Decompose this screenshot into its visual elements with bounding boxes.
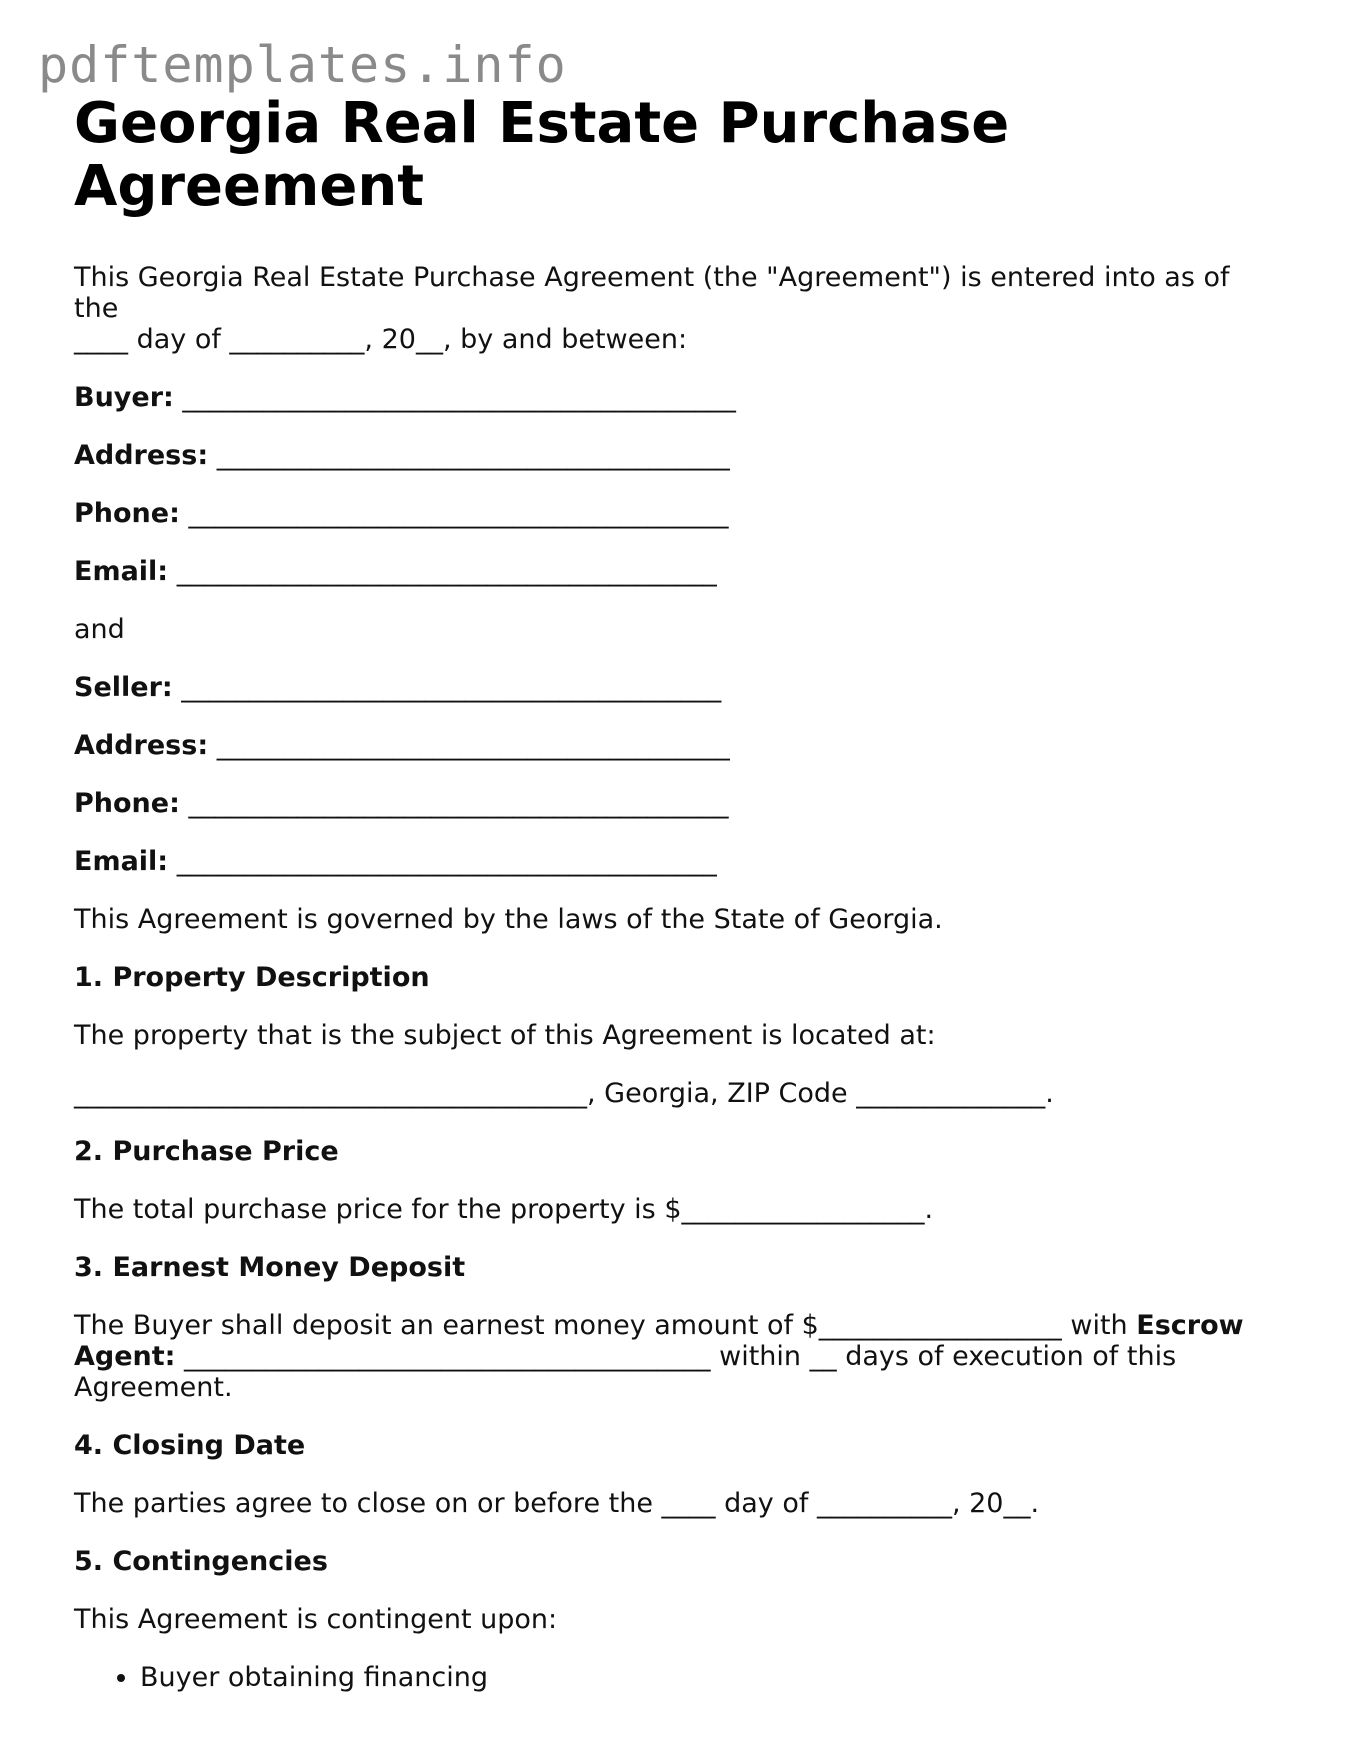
buyer-email-blank: ________________________________________: [168, 556, 717, 587]
section-3-text: [74, 1310, 1274, 1403]
seller-email-row: [74, 846, 1274, 877]
section-2-heading: 2. Purchase Price: [74, 1136, 339, 1167]
buyer-phone-label: Phone:: [74, 498, 180, 529]
buyer-email-label: Email:: [74, 556, 169, 587]
buyer-address-label: Address:: [74, 440, 209, 471]
seller-phone-label: Phone:: [74, 788, 180, 819]
section-5-text: This Agreement is contingent upon:: [74, 1604, 558, 1635]
section-3-text-part-1: The Buyer shall deposit an earnest money amount of $__________________ with: [74, 1310, 1137, 1341]
escrow-agent-label: Escrow Agent:: [74, 1310, 1253, 1372]
buyer-address-row: [74, 440, 1274, 471]
section-3-text-part-2: _______________________________________ within __ days of execution of this Agreement.: [74, 1341, 1185, 1403]
section-1-heading: 1. Property Description: [74, 962, 430, 993]
buyer-name-row: [74, 382, 1274, 413]
watermark: pdftemplates.info: [38, 36, 567, 94]
intro-line-2: ____ day of __________, 20__, by and between:: [74, 324, 688, 355]
buyer-phone-blank: ________________________________________: [179, 498, 729, 529]
title-line-2: Agreement: [74, 154, 424, 219]
seller-name-blank: ________________________________________: [172, 672, 722, 703]
seller-address-row: [74, 730, 1274, 761]
contingency-list: [74, 1662, 1274, 1693]
document: [74, 92, 1274, 1693]
buyer-email-row: [74, 556, 1274, 587]
section-3-heading: 3. Earnest Money Deposit: [74, 1252, 466, 1283]
title-line-1: Georgia Real Estate Purchase: [74, 91, 1010, 156]
seller-phone-row: [74, 788, 1274, 819]
buyer-phone-row: [74, 498, 1274, 529]
property-address-line: ______________________________________, Georgia, ZIP Code ______________.: [74, 1078, 1054, 1109]
seller-address-blank: ______________________________________: [208, 730, 730, 761]
buyer-label: Buyer:: [74, 382, 174, 413]
buyer-address-blank: ______________________________________: [208, 440, 730, 471]
section-2-text: The total purchase price for the property is $__________________.: [74, 1194, 934, 1225]
document-title: [74, 92, 1274, 218]
section-4-text: The parties agree to close on or before the ____ day of __________, 20__.: [74, 1488, 1040, 1519]
seller-name-row: [74, 672, 1274, 703]
section-1-text: The property that is the subject of this Agreement is located at:: [74, 1020, 936, 1051]
intro-line-1: This Georgia Real Estate Purchase Agreement (the "Agreement") is entered into as of the: [74, 262, 1239, 324]
seller-phone-blank: ________________________________________: [179, 788, 729, 819]
buyer-name-blank: _________________________________________: [173, 382, 736, 413]
seller-address-label: Address:: [74, 730, 209, 761]
seller-label: Seller:: [74, 672, 173, 703]
seller-email-blank: ________________________________________: [168, 846, 717, 877]
list-item: • Buyer obtaining financing: [140, 1662, 1274, 1693]
governing-law-text: This Agreement is governed by the laws of the State of Georgia.: [74, 904, 943, 935]
intro-paragraph: [74, 262, 1274, 355]
and-text: and: [74, 614, 125, 645]
section-5-heading: 5. Contingencies: [74, 1546, 328, 1577]
seller-email-label: Email:: [74, 846, 169, 877]
section-4-heading: 4. Closing Date: [74, 1430, 306, 1461]
